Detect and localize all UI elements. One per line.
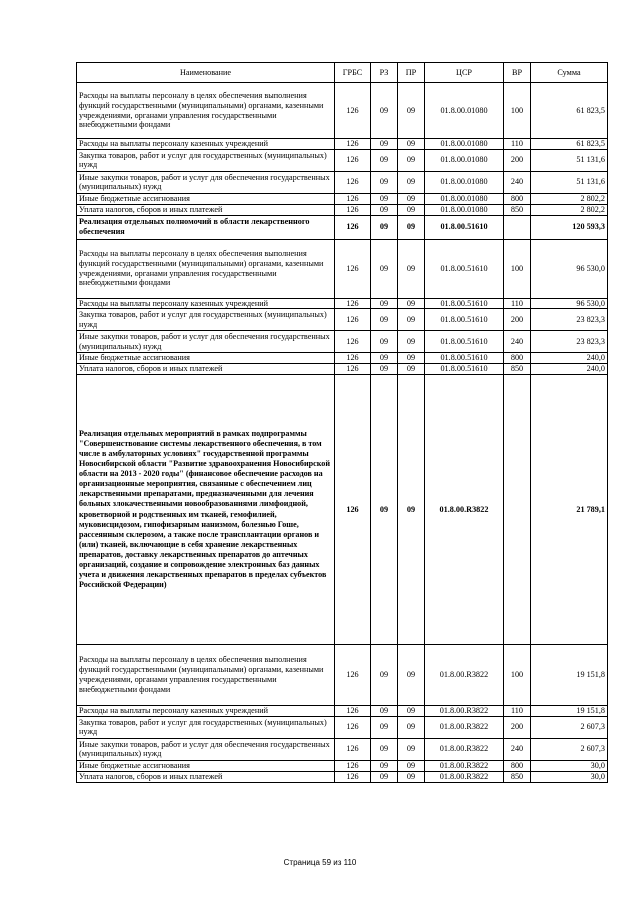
row-csr: 01.8.00.01080 [425,171,504,193]
row-rz: 09 [371,716,398,738]
row-rz: 09 [371,706,398,717]
table-row [77,331,608,353]
row-sum: 23 823,3 [531,331,608,353]
row-name: Расходы на выплаты персоналу в целях обеспечения выполнения функций государственными (муниципальными) органами, казенными учреждениями, органами управления государственными внебюджетными фондами [77,83,335,139]
table-row [77,738,608,760]
row-vr: 850 [504,771,531,782]
row-grbs: 126 [335,149,371,171]
row-rz: 09 [371,331,398,353]
table-row [77,204,608,215]
row-csr: 01.8.00.01080 [425,83,504,139]
row-csr: 01.8.00.01080 [425,193,504,204]
row-csr: 01.8.00.01080 [425,149,504,171]
row-vr: 240 [504,331,531,353]
row-name: Расходы на выплаты персоналу казенных учреждений [77,706,335,717]
row-name: Расходы на выплаты персоналу в целях обеспечения выполнения функций государственными (муниципальными) органами, казенными учреждениями, органами управления государственными внебюджетными фондами [77,239,335,298]
row-rz: 09 [371,645,398,706]
row-grbs: 126 [335,645,371,706]
row-vr: 110 [504,139,531,150]
row-vr: 100 [504,645,531,706]
row-pr: 09 [398,193,425,204]
row-rz: 09 [371,375,398,645]
row-sum: 61 823,5 [531,139,608,150]
col-header-name: Наименование [77,63,335,83]
row-grbs: 126 [335,716,371,738]
row-vr: 200 [504,309,531,331]
table-row [77,353,608,364]
row-grbs: 126 [335,771,371,782]
col-header-grbs: ГРБС [335,63,371,83]
row-grbs: 126 [335,171,371,193]
row-rz: 09 [371,193,398,204]
row-vr: 800 [504,193,531,204]
row-vr [504,375,531,645]
row-rz: 09 [371,309,398,331]
row-csr: 01.8.00.51610 [425,298,504,309]
row-name: Уплата налогов, сборов и иных платежей [77,771,335,782]
row-name: Иные закупки товаров, работ и услуг для обеспечения государственных (муниципальных) нужд [77,331,335,353]
table-row [77,309,608,331]
table-row [77,239,608,298]
row-grbs: 126 [335,193,371,204]
row-name: Расходы на выплаты персоналу казенных учреждений [77,298,335,309]
row-vr: 240 [504,738,531,760]
table-row [77,364,608,375]
budget-table [76,62,608,783]
row-sum: 2 607,3 [531,738,608,760]
row-vr: 100 [504,83,531,139]
row-vr: 850 [504,364,531,375]
row-sum: 19 151,8 [531,645,608,706]
row-vr: 240 [504,171,531,193]
row-rz: 09 [371,771,398,782]
row-vr: 800 [504,353,531,364]
table-row [77,771,608,782]
row-name: Иные бюджетные ассигнования [77,193,335,204]
row-rz: 09 [371,171,398,193]
row-rz: 09 [371,239,398,298]
row-csr: 01.8.00.51610 [425,364,504,375]
row-grbs: 126 [335,375,371,645]
row-rz: 09 [371,738,398,760]
row-rz: 09 [371,760,398,771]
row-grbs: 126 [335,215,371,239]
table-row [77,760,608,771]
col-header-vr: ВР [504,63,531,83]
row-pr: 09 [398,375,425,645]
row-pr: 09 [398,149,425,171]
row-rz: 09 [371,215,398,239]
row-csr: 01.8.00.51610 [425,353,504,364]
row-csr: 01.8.00.R3822 [425,716,504,738]
row-pr: 09 [398,215,425,239]
row-csr: 01.8.00.01080 [425,139,504,150]
row-name: Иные бюджетные ассигнования [77,353,335,364]
row-vr: 850 [504,204,531,215]
row-csr: 01.8.00.R3822 [425,738,504,760]
row-csr: 01.8.00.R3822 [425,706,504,717]
row-name: Расходы на выплаты персоналу в целях обеспечения выполнения функций государственными (муниципальными) органами, казенными учреждениями, органами управления государственными внебюджетными фондами [77,645,335,706]
row-sum: 30,0 [531,771,608,782]
row-grbs: 126 [335,298,371,309]
col-header-sum: Сумма [531,63,608,83]
table-row [77,193,608,204]
row-grbs: 126 [335,309,371,331]
row-csr: 01.8.00.51610 [425,331,504,353]
table-row [77,171,608,193]
row-name: Иные закупки товаров, работ и услуг для обеспечения государственных (муниципальных) нужд [77,738,335,760]
row-sum: 51 131,6 [531,149,608,171]
row-vr: 110 [504,706,531,717]
row-rz: 09 [371,83,398,139]
row-pr: 09 [398,645,425,706]
table-row [77,645,608,706]
row-csr: 01.8.00.01080 [425,204,504,215]
row-rz: 09 [371,204,398,215]
row-vr: 200 [504,716,531,738]
page-number: Страница 59 из 110 [283,858,357,867]
row-sum: 2 802,2 [531,193,608,204]
row-pr: 09 [398,364,425,375]
row-csr: 01.8.00.R3822 [425,760,504,771]
row-pr: 09 [398,353,425,364]
row-sum: 240,0 [531,353,608,364]
row-grbs: 126 [335,239,371,298]
row-sum: 23 823,3 [531,309,608,331]
row-sum: 120 593,3 [531,215,608,239]
row-name: Расходы на выплаты персоналу казенных учреждений [77,139,335,150]
row-pr: 09 [398,171,425,193]
row-pr: 09 [398,309,425,331]
row-sum: 30,0 [531,760,608,771]
row-grbs: 126 [335,204,371,215]
row-name: Уплата налогов, сборов и иных платежей [77,204,335,215]
row-name: Реализация отдельных мероприятий в рамках подпрограммы "Совершенствование системы лекарственного обеспечения, в том числе в амбулаторных условиях" государственной программы Новосибирской области "Развитие здравоохранения Новосибирской области на 2013 - 2020 годы" (финансовое обеспечение расходов на организационные мероприятия, связанные с обеспечением лиц лекарственными препаратами, предназначенными для лечения больных злокачественными новообразованиями лимфоидной, кроветворной и родственных им тканей, гемофилией, муковисцидозом, гипофизарным нанизмом, болезнью Гоше, рассеянным склерозом, а также после трансплантации органов и (или) тканей, включающие в себя хранение лекарственных препаратов, доставку лекарственных препаратов до аптечных организаций, создание и сопровождение электронных баз данных учета и движения лекарственных препаратов в пределах субъектов Российской Федерации) [77,375,335,645]
row-sum: 61 823,5 [531,83,608,139]
row-name: Закупка товаров, работ и услуг для государственных (муниципальных) нужд [77,149,335,171]
row-pr: 09 [398,706,425,717]
row-csr: 01.8.00.R3822 [425,771,504,782]
table-row [77,716,608,738]
row-sum: 51 131,6 [531,171,608,193]
row-csr: 01.8.00.51610 [425,215,504,239]
table-row [77,83,608,139]
row-name: Иные закупки товаров, работ и услуг для обеспечения государственных (муниципальных) нужд [77,171,335,193]
row-pr: 09 [398,716,425,738]
row-sum: 21 789,1 [531,375,608,645]
row-rz: 09 [371,298,398,309]
row-vr: 800 [504,760,531,771]
row-pr: 09 [398,738,425,760]
row-sum: 2 607,3 [531,716,608,738]
row-sum: 2 802,2 [531,204,608,215]
row-pr: 09 [398,239,425,298]
table-row [77,375,608,645]
row-csr: 01.8.00.R3822 [425,375,504,645]
row-name: Уплата налогов, сборов и иных платежей [77,364,335,375]
row-sum: 96 530,0 [531,298,608,309]
col-header-rz: РЗ [371,63,398,83]
row-name: Закупка товаров, работ и услуг для государственных (муниципальных) нужд [77,716,335,738]
col-header-pr: ПР [398,63,425,83]
table-row [77,298,608,309]
row-vr: 100 [504,239,531,298]
col-header-csr: ЦСР [425,63,504,83]
header-row [77,63,608,83]
row-grbs: 126 [335,353,371,364]
row-vr: 200 [504,149,531,171]
row-rz: 09 [371,139,398,150]
row-pr: 09 [398,771,425,782]
row-grbs: 126 [335,738,371,760]
table-row [77,149,608,171]
row-rz: 09 [371,149,398,171]
row-pr: 09 [398,204,425,215]
row-sum: 96 530,0 [531,239,608,298]
row-grbs: 126 [335,331,371,353]
row-sum: 240,0 [531,364,608,375]
table-row [77,706,608,717]
row-sum: 19 151,8 [531,706,608,717]
row-rz: 09 [371,364,398,375]
row-pr: 09 [398,298,425,309]
row-vr: 110 [504,298,531,309]
table-row [77,139,608,150]
row-csr: 01.8.00.R3822 [425,645,504,706]
row-pr: 09 [398,139,425,150]
table-row [77,215,608,239]
row-grbs: 126 [335,364,371,375]
row-name: Иные бюджетные ассигнования [77,760,335,771]
row-pr: 09 [398,331,425,353]
row-grbs: 126 [335,706,371,717]
table-body [77,83,608,783]
row-grbs: 126 [335,139,371,150]
row-csr: 01.8.00.51610 [425,239,504,298]
row-vr [504,215,531,239]
row-csr: 01.8.00.51610 [425,309,504,331]
row-pr: 09 [398,83,425,139]
row-name: Закупка товаров, работ и услуг для государственных (муниципальных) нужд [77,309,335,331]
row-pr: 09 [398,760,425,771]
row-rz: 09 [371,353,398,364]
row-grbs: 126 [335,760,371,771]
row-grbs: 126 [335,83,371,139]
row-name: Реализация отдельных полномочий в области лекарственного обеспечения [77,215,335,239]
